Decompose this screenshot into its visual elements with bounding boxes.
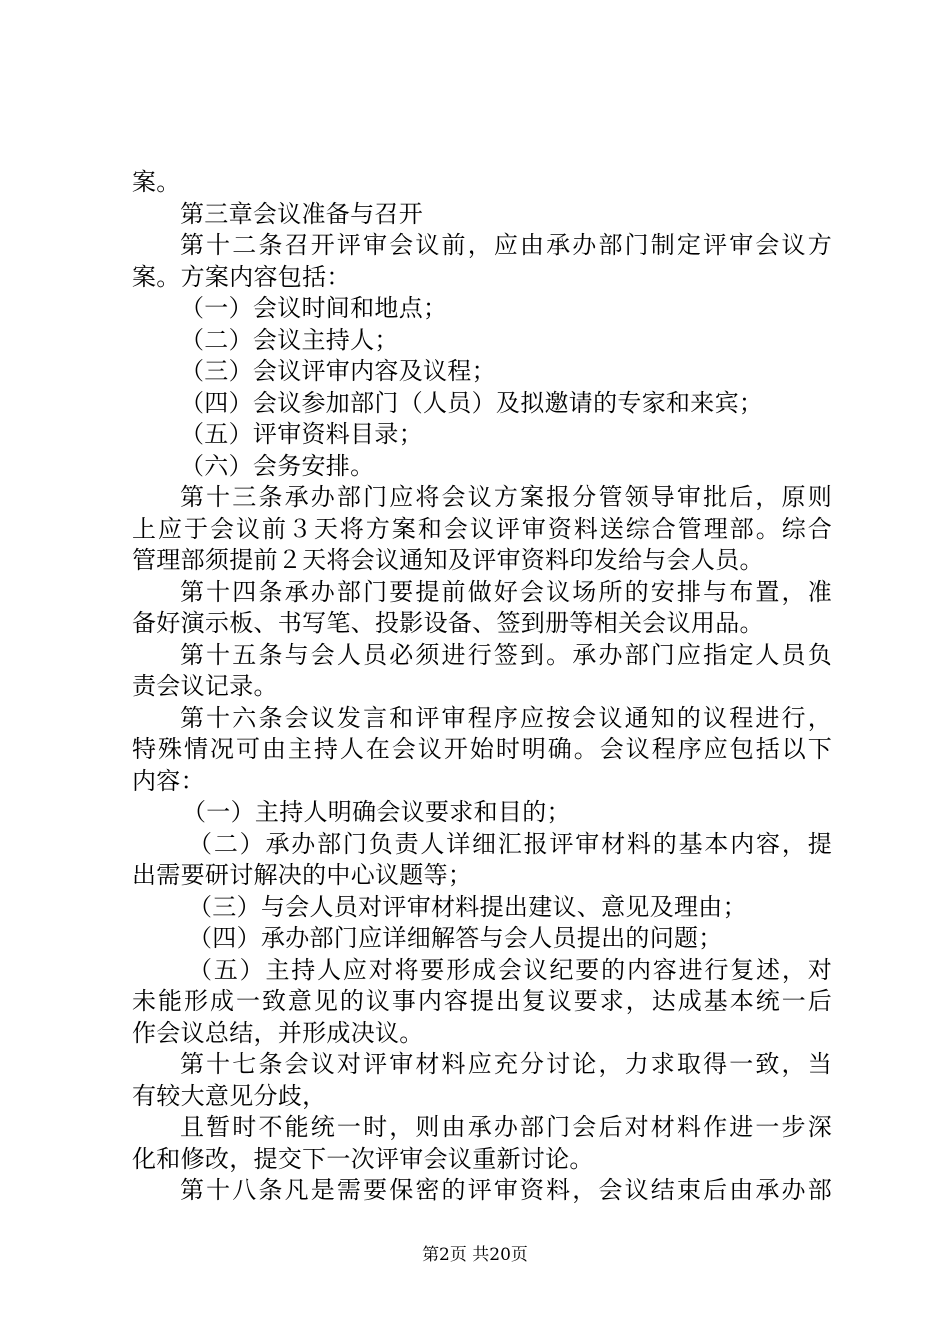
document-body <box>132 167 832 1207</box>
text-line: 特殊情况可由主持人在会议开始时明确。会议程序应包括以下 <box>132 735 832 763</box>
text-line: 未能形成一致意见的议事内容提出复议要求，达成基本统一后 <box>132 987 832 1015</box>
text-line: 上应于会议前３天将方案和会议评审资料送综合管理部。综合 <box>132 514 832 543</box>
list-item: （二）会议主持人； <box>180 325 399 354</box>
page-footer: 第2页 共20页 <box>422 1245 528 1265</box>
text-line: 且暂时不能统一时，则由承办部门会后对材料作进一步深 <box>180 1113 832 1141</box>
list-item: （三）会议评审内容及议程； <box>180 357 496 385</box>
text-line: 内容： <box>132 766 205 795</box>
list-item: （六）会务安排。 <box>180 451 375 480</box>
list-item: （五）主持人应对将要形成会议纪要的内容进行复述，对 <box>188 955 832 984</box>
text-line: 出需要研讨解决的中心议题等； <box>132 861 473 889</box>
list-item: （五）评审资料目录； <box>180 420 423 448</box>
text-line: 作会议总结，并形成决议。 <box>132 1018 424 1047</box>
text-line: 有较大意见分歧， <box>132 1081 327 1110</box>
text-line: 第十六条会议发言和评审程序应按会议通知的议程进行， <box>180 703 832 732</box>
text-line: 化和修改，提交下一次评审会议重新讨论。 <box>132 1144 594 1173</box>
text-line: 第十五条与会人员必须进行签到。承办部门应指定人员负 <box>180 640 832 669</box>
text-line: 案。 <box>132 168 181 196</box>
text-line: 第十二条召开评审会议前，应由承办部门制定评审会议方 <box>180 231 832 259</box>
list-item: （四）承办部门应详细解答与会人员提出的问题； <box>188 924 723 952</box>
list-item: （三）与会人员对评审材料提出建议、意见及理由； <box>188 892 747 921</box>
text-line: 案。方案内容包括： <box>132 262 351 291</box>
chapter-heading: 第三章会议准备与召开 <box>180 199 423 228</box>
text-line: 备好演示板、书写笔、投影设备、签到册等相关会议用品。 <box>132 609 764 637</box>
text-line: 第十八条凡是需要保密的评审资料，会议结束后由承办部 <box>180 1176 832 1204</box>
list-item: （四）会议参加部门（人员）及拟邀请的专家和来宾； <box>180 388 764 417</box>
text-line: 责会议记录。 <box>132 672 278 700</box>
text-line: 第十三条承办部门应将会议方案报分管领导审批后，原则 <box>180 483 832 511</box>
text-line: 第十七条会议对评审材料应充分讨论，力求取得一致，当 <box>180 1050 832 1078</box>
list-item: （二）承办部门负责人详细汇报评审材料的基本内容，提 <box>188 829 832 858</box>
text-line: 管理部须提前２天将会议通知及评审资料印发给与会人员。 <box>132 546 764 574</box>
list-item: （一）主持人明确会议要求和目的； <box>182 798 571 826</box>
text-line: 第十四条承办部门要提前做好会议场所的安排与布置，准 <box>180 577 832 606</box>
list-item: （一）会议时间和地点； <box>180 294 448 322</box>
